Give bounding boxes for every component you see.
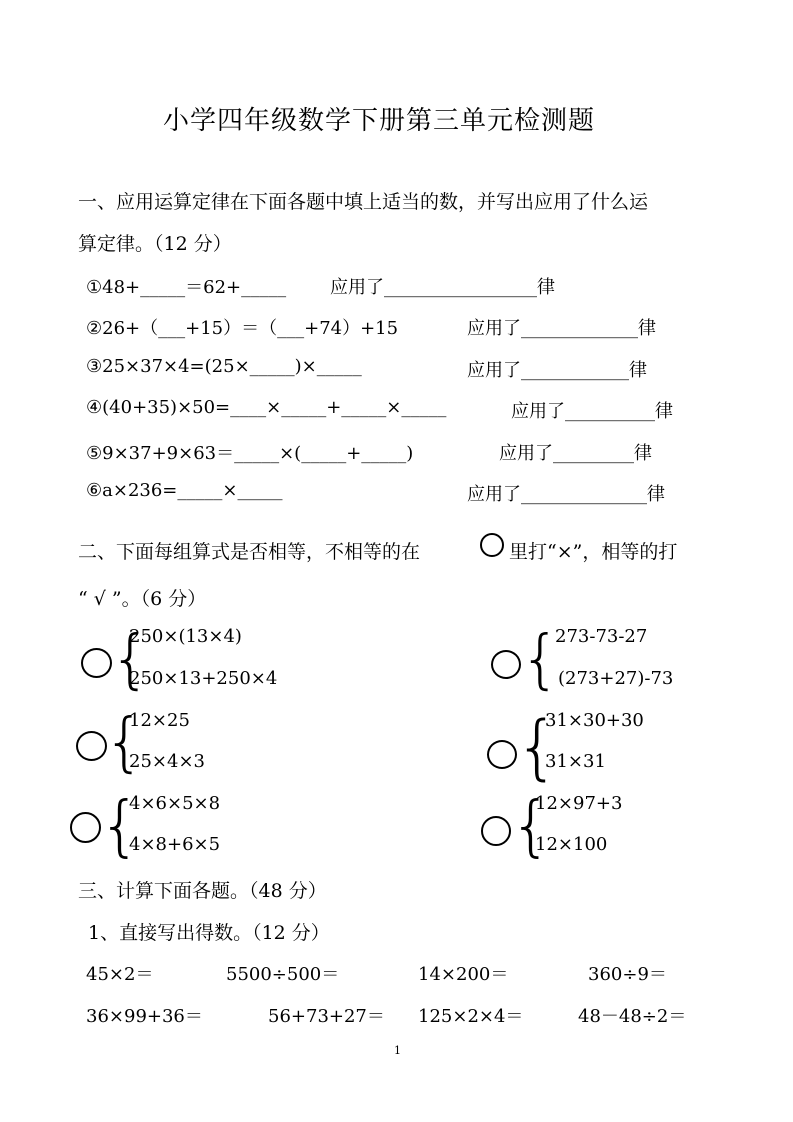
mental-math-4: 360÷9＝ — [588, 964, 667, 985]
section1-item-4-applied: 应用了__________律 — [511, 401, 673, 422]
brace-icon: { — [520, 623, 561, 697]
section2-heading-line2: “ √ ”。（6 分） — [78, 588, 207, 610]
pair-2-bottom: (273+27)-73 — [558, 668, 674, 689]
section1-item-5-expr: ⑤9×37+9×63＝_____×(_____+_____) — [86, 443, 414, 464]
pair-5-bottom: 4×8+6×5 — [129, 834, 221, 855]
brace-icon: { — [104, 706, 145, 780]
brace-icon: { — [99, 787, 141, 864]
section1-item-4-expr: ④(40+35)×50=____×_____+_____×_____ — [86, 397, 447, 418]
section1-item-1-expr: ①48+_____＝62+_____ — [86, 277, 287, 298]
section1-item-3-applied: 应用了____________律 — [467, 360, 647, 381]
section1-item-1-applied: 应用了_________________律 — [330, 277, 555, 298]
mental-math-6: 56+73+27＝ — [268, 1006, 385, 1027]
section1-item-2-expr: ②26+（___+15）＝（___+74）+15 — [86, 318, 399, 339]
section1-item-5-applied: 应用了_________律 — [499, 443, 652, 464]
mental-math-2: 5500÷500＝ — [226, 964, 340, 985]
pair-4-bottom: 31×31 — [545, 751, 606, 772]
mental-math-1: 45×2＝ — [86, 964, 154, 985]
pair-2-top: 273-73-27 — [555, 626, 648, 647]
section1-item-6-expr: ⑥a×236=_____×_____ — [86, 480, 283, 501]
brace-icon: { — [510, 787, 552, 864]
mental-math-7: 125×2×4＝ — [418, 1006, 524, 1027]
answer-circle-5[interactable] — [70, 812, 101, 843]
pair-3-top: 12×25 — [129, 710, 190, 731]
mental-math-5: 36×99+36＝ — [86, 1006, 203, 1027]
section2-heading-part2: 里打“×”，相等的打 — [509, 541, 678, 563]
answer-circle-3[interactable] — [76, 731, 107, 761]
mental-math-8: 48－48÷2＝ — [578, 1006, 687, 1027]
answer-circle-1[interactable] — [81, 648, 112, 678]
section3-sub1-heading: 1、直接写出得数。（12 分） — [88, 922, 330, 944]
pair-1-top: 250×(13×4) — [129, 626, 242, 647]
pair-3-bottom: 25×4×3 — [129, 751, 205, 772]
pair-6-bottom: 12×100 — [535, 834, 608, 855]
page-title: 小学四年级数学下册第三单元检测题 — [163, 106, 596, 136]
brace-icon: { — [110, 623, 151, 697]
section2-heading-part1: 二、下面每组算式是否相等，不相等的在 — [78, 541, 421, 563]
section1-item-3-expr: ③25×37×4=(25×_____)×_____ — [86, 356, 362, 377]
section1-heading-line2: 算定律。（12 分） — [78, 233, 232, 255]
pair-1-bottom: 250×13+250×4 — [129, 668, 278, 689]
answer-circle-6[interactable] — [481, 816, 511, 846]
section1-heading-line1: 一、应用运算定律在下面各题中填上适当的数，并写出应用了什么运 — [78, 191, 649, 213]
pair-6-top: 12×97+3 — [535, 793, 623, 814]
brace-icon: { — [515, 706, 560, 788]
section3-heading: 三、计算下面各题。（48 分） — [78, 880, 327, 902]
answer-circle-4[interactable] — [487, 740, 517, 769]
answer-circle-2[interactable] — [491, 650, 521, 679]
answer-circle-example — [480, 533, 504, 557]
pair-4-top: 31×30+30 — [545, 710, 644, 731]
mental-math-3: 14×200＝ — [418, 964, 509, 985]
section1-item-2-applied: 应用了_____________律 — [467, 318, 656, 339]
section1-item-6-applied: 应用了______________律 — [467, 484, 665, 505]
pair-5-top: 4×6×5×8 — [129, 793, 221, 814]
page-number: 1 — [394, 1044, 401, 1057]
